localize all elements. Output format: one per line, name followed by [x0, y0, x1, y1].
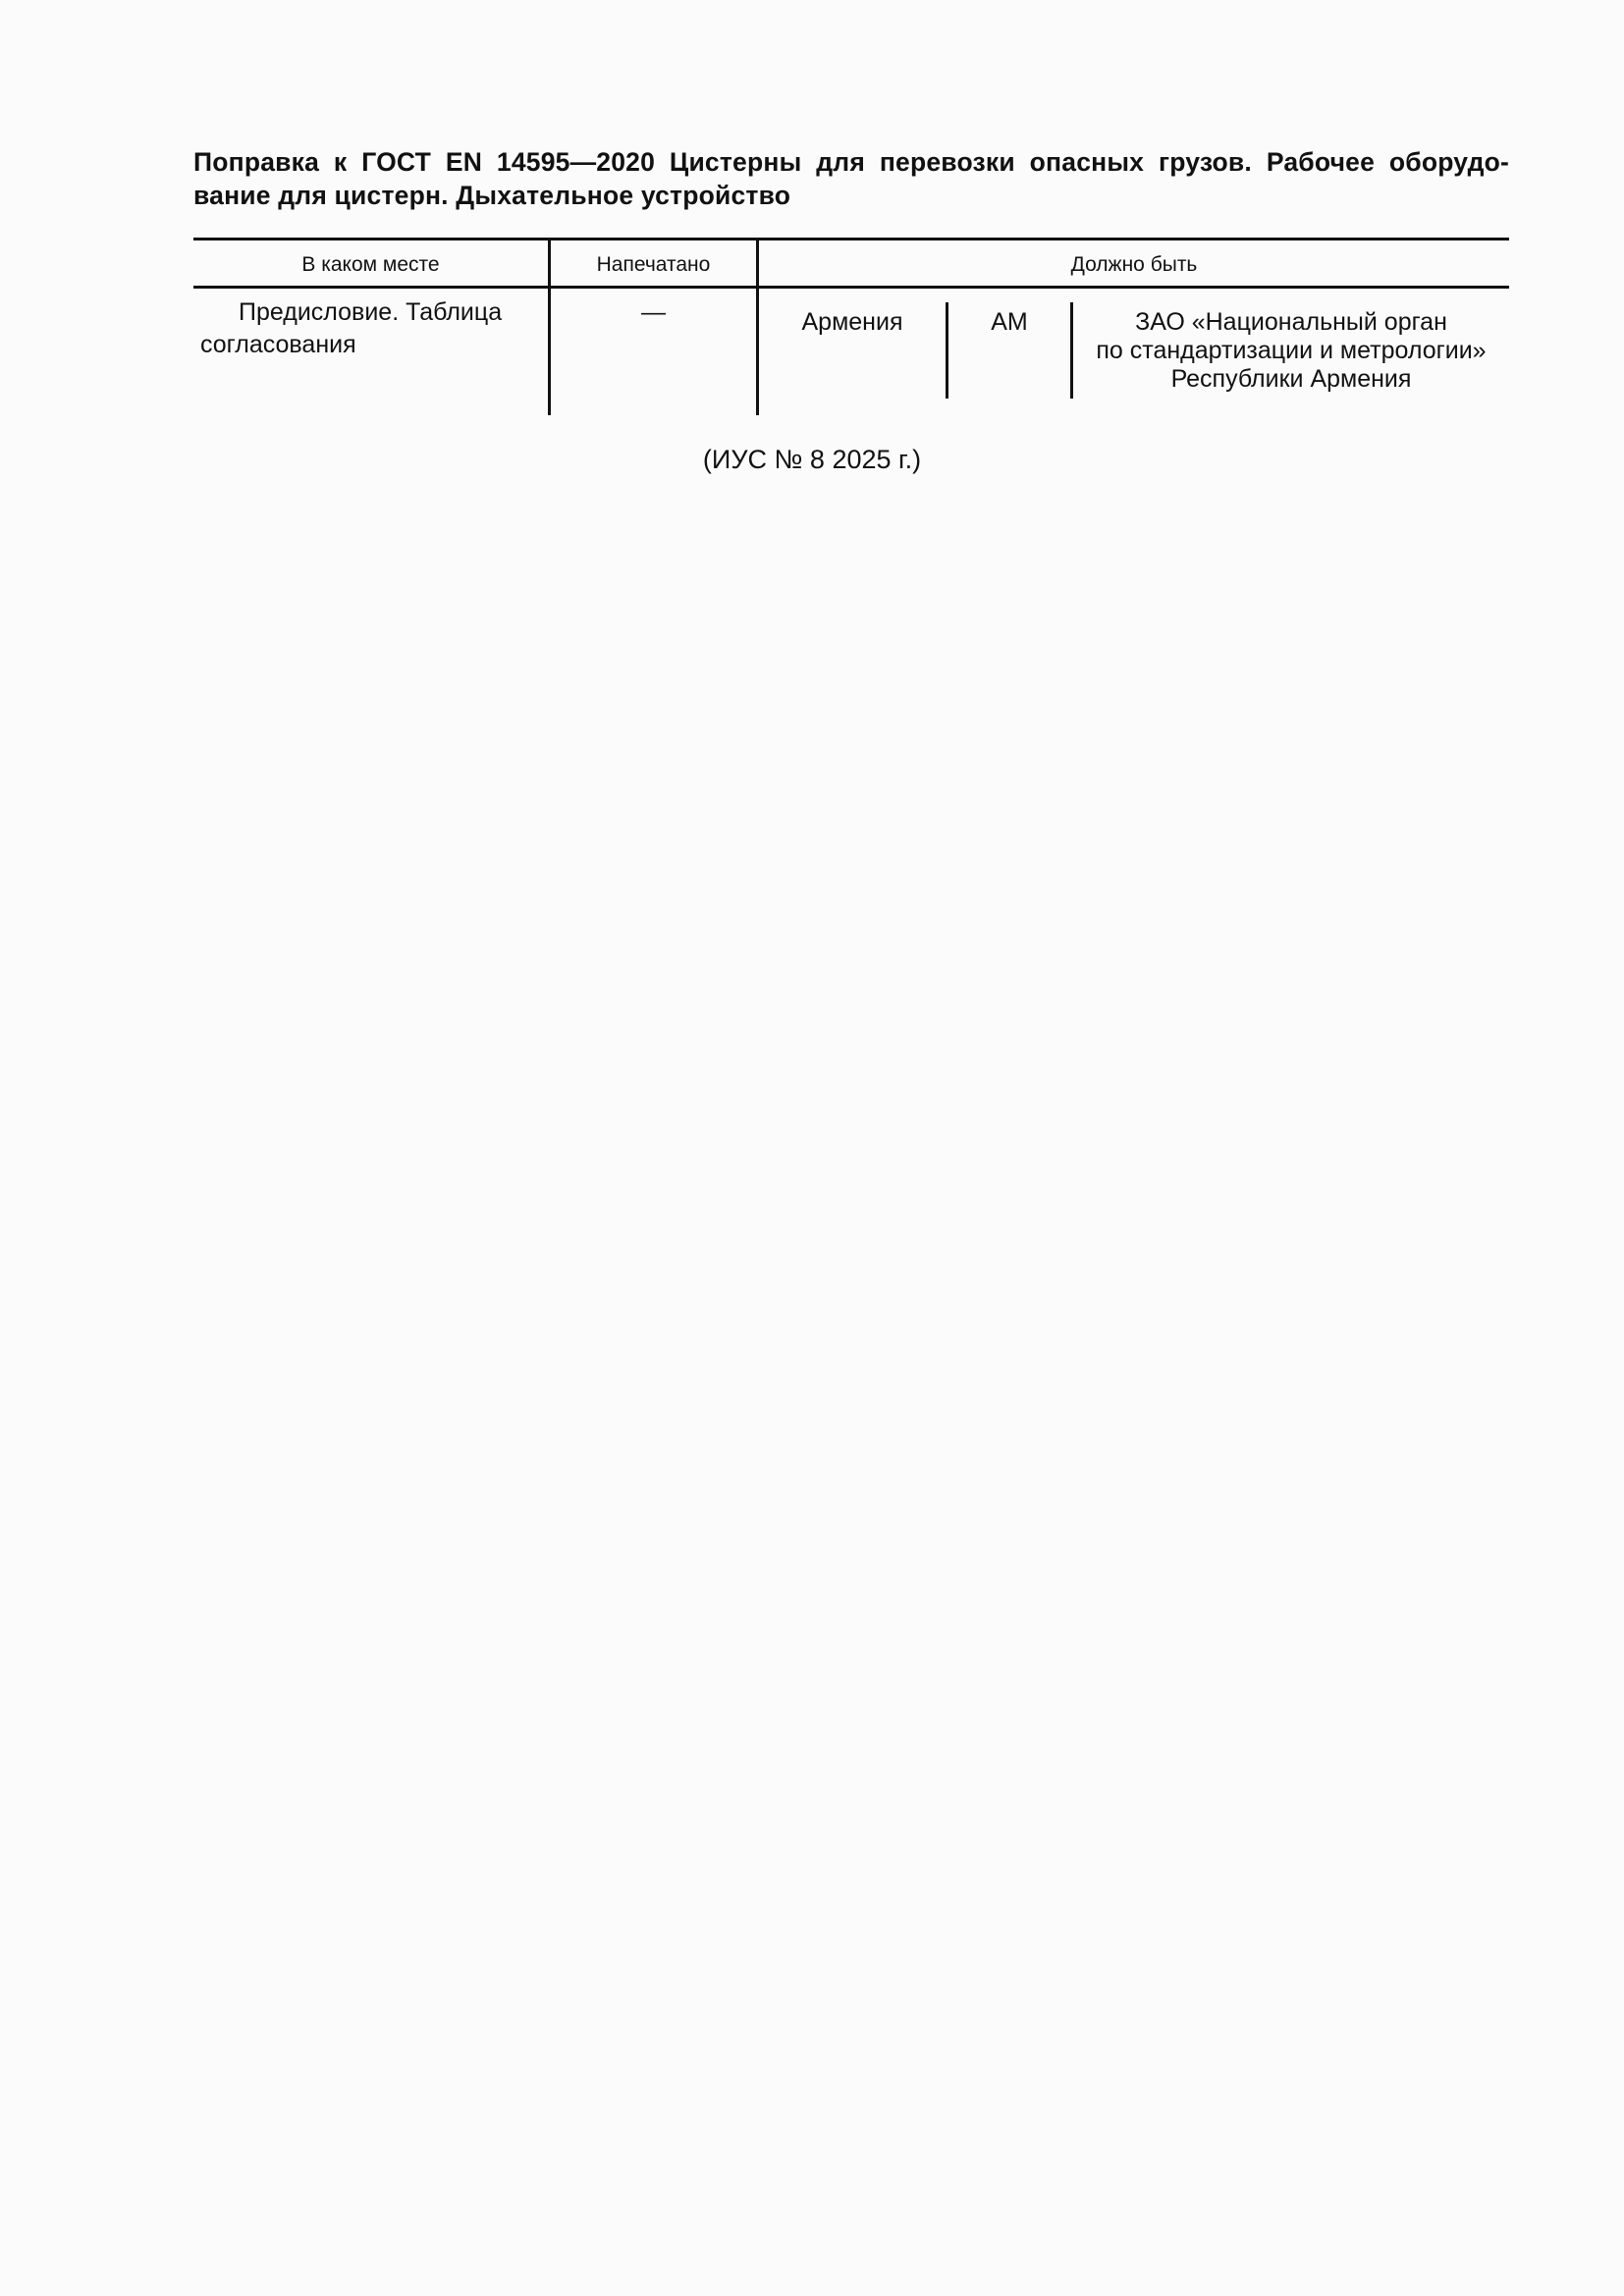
row-country-code: AM	[991, 308, 1028, 336]
document-title-line-1: Поправка к ГОСТ EN 14595—2020 Цистерны для перевозки опасных грузов. Рабочее оборудо-	[193, 147, 1509, 177]
row-organization-line-3: Республики Армения	[1170, 365, 1412, 393]
table-top-rule	[193, 238, 1509, 240]
document-title-line-2: вание для цистерн. Дыхательное устройство	[193, 181, 791, 210]
row-where-line-2: согласования	[200, 331, 356, 358]
table-header-rule	[193, 286, 1509, 289]
header-printed: Напечатано	[596, 253, 711, 276]
row-country: Армения	[801, 308, 903, 336]
publication-reference: (ИУС № 8 2025 г.)	[702, 445, 922, 474]
row-organization-line-1: ЗАО «Национальный орган	[1135, 308, 1447, 336]
header-should-be: Должно быть	[1070, 253, 1198, 276]
row-where-line-1: Предисловие. Таблица	[239, 298, 503, 326]
document-title	[193, 145, 1509, 212]
row-organization-line-2: по стандартизации и метрологии»	[1096, 337, 1487, 364]
header-where: В каком месте	[301, 253, 440, 276]
row-printed: —	[641, 298, 666, 326]
